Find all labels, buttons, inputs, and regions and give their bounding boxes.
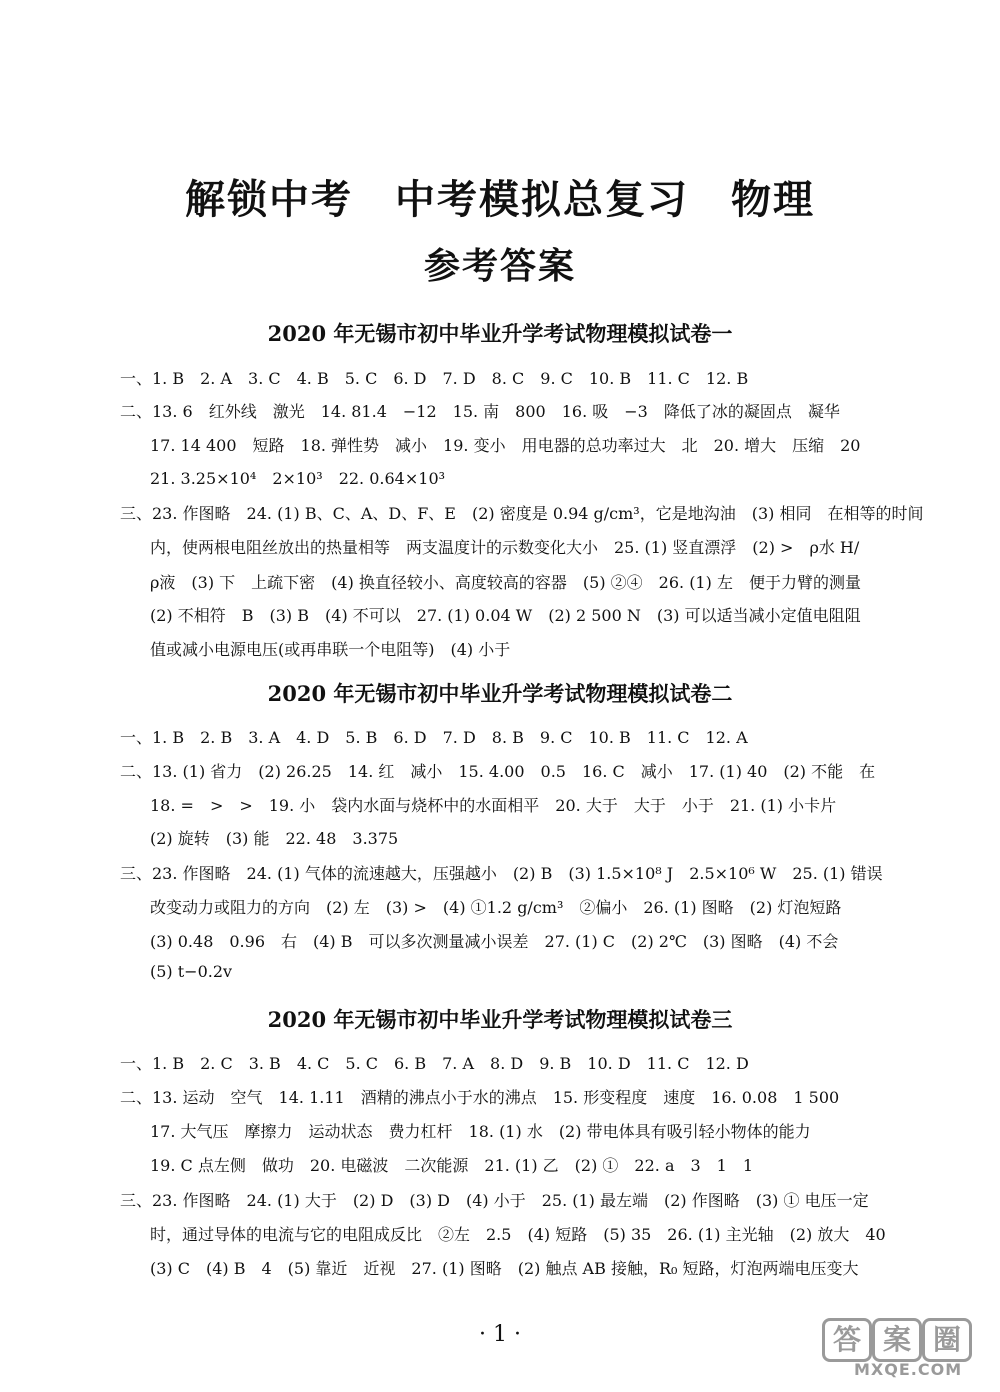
section-heading-1: 2020 年无锡市初中毕业升学考试物理模拟试卷一	[267, 321, 733, 346]
answer-line: ρ液 (3) 下 上疏下密 (4) 换直径较小、高度较高的容器 (5) ②④ 26. (1) 左 便于力臂的测量	[150, 573, 861, 592]
answer-line: (5) t−0.2v	[150, 962, 233, 981]
answer-line: 一、1. B 2. C 3. B 4. C 5. C 6. B 7. A 8. D 9. B 10. D 11. C 12. D	[120, 1054, 749, 1073]
answer-line: (3) 0.48 0.96 右 (4) B 可以多次测量减小误差 27. (1) C (2) 2℃ (3) 图略 (4) 不会	[150, 932, 839, 951]
document-title: 解锁中考 中考模拟总复习 物理	[185, 176, 815, 223]
watermark-char: 答	[822, 1318, 872, 1362]
answer-line: 二、13. 运动 空气 14. 1.11 酒精的沸点小于水的沸点 15. 形变程度 速度 16. 0.08 1 500	[120, 1088, 840, 1107]
answer-line: 时，通过导体的电流与它的电阻成反比 ②左 2.5 (4) 短路 (5) 35 26. (1) 主光轴 (2) 放大 40	[150, 1225, 886, 1244]
section-heading-2: 2020 年无锡市初中毕业升学考试物理模拟试卷二	[267, 681, 733, 706]
answer-line: 内，使两根电阻丝放出的热量相等 两支温度计的示数变化大小 25. (1) 竖直漂浮 (2) > ρ水 H/	[150, 538, 860, 557]
answer-line: 17. 大气压 摩擦力 运动状态 费力杠杆 18. (1) 水 (2) 带电体具有吸引轻小物体的能力	[150, 1122, 811, 1141]
answer-line: 三、23. 作图略 24. (1) B、C、A、D、F、E (2) 密度是 0.94 g/cm³，它是地沟油 (3) 相同 在相等的时间	[120, 504, 924, 523]
answer-line: 18. = > > 19. 小 袋内水面与烧杯中的水面相平 20. 大于 大于 小于 21. (1) 小卡片	[150, 796, 837, 815]
page-number: · 1 ·	[479, 1322, 521, 1347]
section-heading-3: 2020 年无锡市初中毕业升学考试物理模拟试卷三	[267, 1007, 733, 1032]
answer-line: 三、23. 作图略 24. (1) 气体的流速越大，压强越小 (2) B (3) 1.5×10⁸ J 2.5×10⁶ W 25. (1) 错误	[120, 864, 883, 883]
answer-line: 17. 14 400 短路 18. 弹性势 减小 19. 变小 用电器的总功率过大 北 20. 增大 压缩 20	[150, 436, 861, 455]
answer-line: 三、23. 作图略 24. (1) 大于 (2) D (3) D (4) 小于 25. (1) 最左端 (2) 作图略 (3) ① 电压一定	[120, 1191, 869, 1210]
answer-line: (3) C (4) B 4 (5) 靠近 近视 27. (1) 图略 (2) 触点 AB 接触，R₀ 短路，灯泡两端电压变大	[150, 1259, 859, 1278]
watermark-text: MXQE.COM	[854, 1360, 963, 1379]
answer-line: 改变动力或阻力的方向 (2) 左 (3) > (4) ①1.2 g/cm³ ②偏小 26. (1) 图略 (2) 灯泡短路	[150, 898, 842, 917]
answer-line: 一、1. B 2. A 3. C 4. B 5. C 6. D 7. D 8. C 9. C 10. B 11. C 12. B	[120, 369, 749, 388]
answer-line: (2) 不相符 B (3) B (4) 不可以 27. (1) 0.04 W (2) 2 500 N (3) 可以适当减小定值电阻阻	[150, 606, 861, 625]
answer-line: 值或减小电源电压(或再串联一个电阻等) (4) 小于	[150, 640, 511, 659]
watermark-char: 圈	[922, 1318, 972, 1362]
answer-line: (2) 旋转 (3) 能 22. 48 3.375	[150, 829, 399, 848]
watermark-char: 案	[872, 1318, 922, 1362]
answer-line: 19. C 点左侧 做功 20. 电磁波 二次能源 21. (1) 乙 (2) ① 22. a 3 1 1	[150, 1156, 754, 1175]
answer-line: 一、1. B 2. B 3. A 4. D 5. B 6. D 7. D 8. B 9. C 10. B 11. C 12. A	[120, 728, 748, 747]
answer-line: 21. 3.25×10⁴ 2×10³ 22. 0.64×10³	[150, 469, 446, 488]
document-subtitle: 参考答案	[423, 245, 576, 287]
answer-line: 二、13. (1) 省力 (2) 26.25 14. 红 减小 15. 4.00 0.5 16. C 减小 17. (1) 40 (2) 不能 在	[120, 762, 876, 781]
watermark-logo	[822, 1318, 972, 1379]
answer-line: 二、13. 6 红外线 激光 14. 81.4 −12 15. 南 800 16. 吸 −3 降低了冰的凝固点 凝华	[120, 402, 840, 421]
